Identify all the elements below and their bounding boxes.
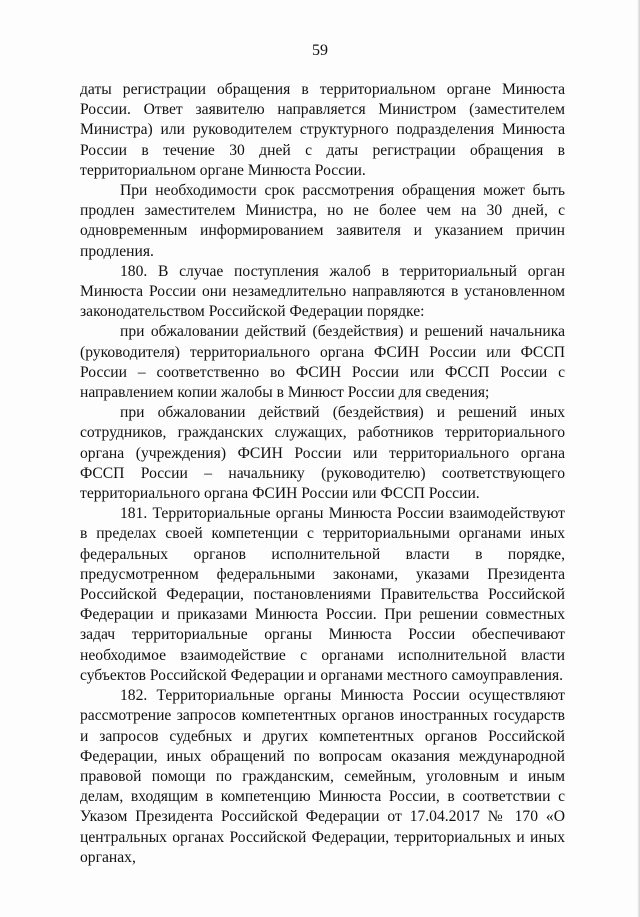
- paragraph-180-item-1: при обжаловании действий (бездействия) и решений начальника (руководителя) территориального органа ФСИН России или ФССП России – соответственно во ФСИН России или ФССП России с направлением копии жалобы в Минюст России для сведения;: [80, 323, 565, 402]
- paragraph-extension: При необходимости срок рассмотрения обращения может быть продлен заместителем Министра, но не более чем на 30 дней, с одновременным информированием заявителя и указанием причин продления.: [80, 182, 565, 260]
- paragraph-180: 180. В случае поступления жалоб в территориальный орган Минюста России они незамедлительно направляются в установленном законодательством Российской Федерации порядке:: [80, 262, 565, 321]
- paragraph-180-item-2: при обжаловании действий (бездействия) и решений иных сотрудников, гражданских служащих, работников территориального органа (учреждения) ФСИН России или территориального органа ФССП России – начальнику (руководителю) соответствующего территориального органа ФСИН России или ФССП России.: [80, 404, 565, 503]
- paragraph-182: 182. Территориальные органы Минюста России осуществляют рассмотрение запросов компетентных органов иностранных государств и запросов судебных и других компетентных органов Российской Федерации, иных обращений по вопросам оказания международной правовой помощи по гражданским, семейным, уголовным и иным делам, входящим в компетенцию Минюста России, в соответствии с Указом Президента Российской Федерации от 17.04.2017 № 170 «О центральных органах Российской Федерации, территориальных и иных органах,: [80, 687, 565, 866]
- paragraph-181: 181. Территориальные органы Минюста России взаимодействуют в пределах своей компетенции с территориальными органами иных федеральных органов исполнительной власти в порядке, предусмотренном федеральными законами, указами Президента Российской Федерации, постановлениями Правительства Российской Федерации и приказами Минюста России. При решении совместных задач территориальные органы Минюста России обеспечивают необходимое взаимодействие с органами исполнительной власти субъектов Российской Федерации и органами местного самоуправления.: [80, 505, 565, 684]
- page-number: 59: [312, 42, 328, 59]
- paragraph-continuation: даты регистрации обращения в территориальном органе Минюста России. Ответ заявителю направляется Министром (заместителем Министра) или руководителем структурного подразделения Минюста России в течение 30 дней с даты регистрации обращения в территориальном органе Минюста России.: [80, 81, 565, 179]
- document-body: [80, 80, 565, 868]
